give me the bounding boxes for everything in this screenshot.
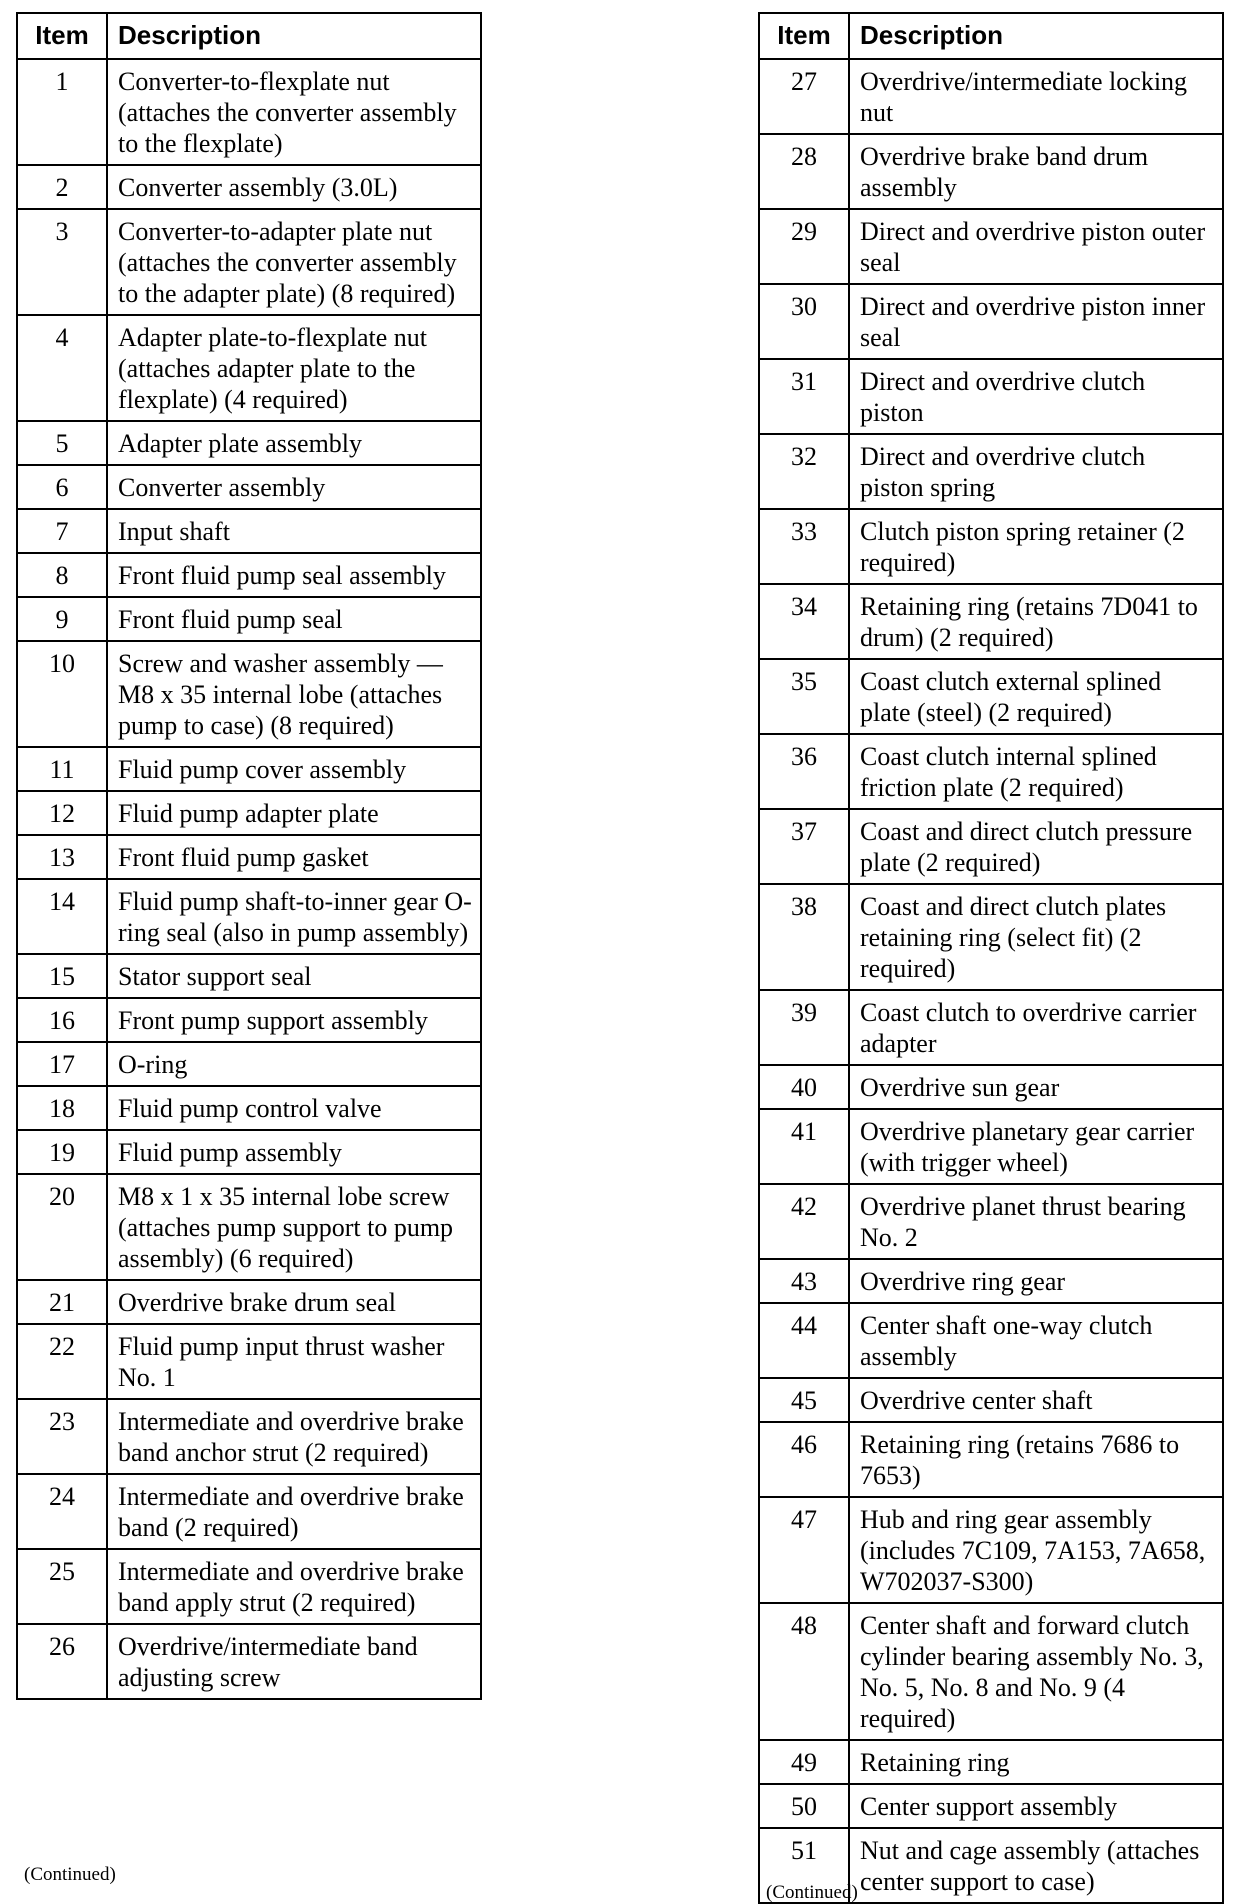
item-number: 12 (17, 791, 107, 835)
item-number: 48 (759, 1603, 849, 1740)
item-description: Overdrive planetary gear carrier (with trigger wheel) (849, 1109, 1223, 1184)
item-number: 37 (759, 809, 849, 884)
table-row (17, 835, 481, 879)
left-parts-table (16, 12, 482, 1700)
item-description: Fluid pump shaft-to-inner gear O-ring seal (also in pump assembly) (107, 879, 481, 954)
item-number: 9 (17, 597, 107, 641)
item-number: 30 (759, 284, 849, 359)
item-description: Screw and washer assembly — M8 x 35 internal lobe (attaches pump to case) (8 required) (107, 641, 481, 747)
item-number: 5 (17, 421, 107, 465)
item-description: Overdrive ring gear (849, 1259, 1223, 1303)
table-row (17, 1399, 481, 1474)
table-row (759, 1497, 1223, 1603)
item-description: Converter-to-adapter plate nut (attaches the converter assembly to the adapter plate) (8 required) (107, 209, 481, 315)
item-number: 35 (759, 659, 849, 734)
item-number: 27 (759, 59, 849, 134)
item-description: Coast clutch internal splined friction plate (2 required) (849, 734, 1223, 809)
right-continued-note: (Continued) (766, 1882, 858, 1903)
item-number: 51 (759, 1828, 849, 1903)
table-row (17, 209, 481, 315)
table-row (17, 641, 481, 747)
header-row (759, 13, 1223, 59)
item-number: 3 (17, 209, 107, 315)
item-number: 44 (759, 1303, 849, 1378)
table-row (17, 1042, 481, 1086)
table-row (759, 734, 1223, 809)
table-row (17, 1474, 481, 1549)
item-description: Front fluid pump seal (107, 597, 481, 641)
item-description: O-ring (107, 1042, 481, 1086)
item-description: Input shaft (107, 509, 481, 553)
item-column-header: Item (17, 13, 107, 59)
description-column-header: Description (107, 13, 481, 59)
item-description: Front fluid pump gasket (107, 835, 481, 879)
item-description: Intermediate and overdrive brake band apply strut (2 required) (107, 1549, 481, 1624)
item-number: 22 (17, 1324, 107, 1399)
item-number: 7 (17, 509, 107, 553)
table-row (17, 1324, 481, 1399)
item-number: 31 (759, 359, 849, 434)
item-number: 49 (759, 1740, 849, 1784)
table-row (759, 1184, 1223, 1259)
item-description: Center shaft and forward clutch cylinder bearing assembly No. 3, No. 5, No. 8 and No. 9 (4 required) (849, 1603, 1223, 1740)
table-row (17, 315, 481, 421)
left-table-body (17, 59, 481, 1699)
right-parts-table (758, 12, 1224, 1904)
table-row (759, 1378, 1223, 1422)
table-row (17, 1130, 481, 1174)
item-number: 8 (17, 553, 107, 597)
item-description: Coast and direct clutch pressure plate (2 required) (849, 809, 1223, 884)
table-row (17, 553, 481, 597)
item-description: Fluid pump assembly (107, 1130, 481, 1174)
table-row (17, 1280, 481, 1324)
item-description: Overdrive brake drum seal (107, 1280, 481, 1324)
item-description: Overdrive brake band drum assembly (849, 134, 1223, 209)
table-row (759, 659, 1223, 734)
item-description: Coast clutch to overdrive carrier adapter (849, 990, 1223, 1065)
item-description: Fluid pump cover assembly (107, 747, 481, 791)
item-number: 1 (17, 59, 107, 165)
table-row (17, 165, 481, 209)
item-description: Nut and cage assembly (attaches center support to case) (849, 1828, 1223, 1903)
table-row (759, 434, 1223, 509)
table-row (759, 809, 1223, 884)
left-continued-note: (Continued) (24, 1864, 116, 1885)
table-row (17, 509, 481, 553)
item-description: Converter assembly (3.0L) (107, 165, 481, 209)
table-row (759, 1603, 1223, 1740)
table-row (759, 1303, 1223, 1378)
item-number: 23 (17, 1399, 107, 1474)
table-row (759, 1065, 1223, 1109)
item-number: 10 (17, 641, 107, 747)
table-row (17, 1624, 481, 1699)
item-number: 16 (17, 998, 107, 1042)
table-row (759, 59, 1223, 134)
item-number: 41 (759, 1109, 849, 1184)
item-number: 50 (759, 1784, 849, 1828)
item-description: Adapter plate assembly (107, 421, 481, 465)
table-row (17, 1549, 481, 1624)
item-description: Direct and overdrive piston inner seal (849, 284, 1223, 359)
item-description: Fluid pump input thrust washer No. 1 (107, 1324, 481, 1399)
table-row (759, 209, 1223, 284)
item-number: 18 (17, 1086, 107, 1130)
item-number: 29 (759, 209, 849, 284)
item-description: Retaining ring (retains 7D041 to drum) (2 required) (849, 584, 1223, 659)
table-row (759, 990, 1223, 1065)
table-row (17, 747, 481, 791)
item-number: 13 (17, 835, 107, 879)
item-number: 24 (17, 1474, 107, 1549)
item-number: 45 (759, 1378, 849, 1422)
item-number: 46 (759, 1422, 849, 1497)
item-description: Converter assembly (107, 465, 481, 509)
item-number: 11 (17, 747, 107, 791)
table-row (759, 509, 1223, 584)
item-description: Front fluid pump seal assembly (107, 553, 481, 597)
item-number: 39 (759, 990, 849, 1065)
description-column-header: Description (849, 13, 1223, 59)
item-number: 25 (17, 1549, 107, 1624)
table-row (759, 1784, 1223, 1828)
item-number: 36 (759, 734, 849, 809)
item-description: Clutch piston spring retainer (2 required) (849, 509, 1223, 584)
item-description: Direct and overdrive clutch piston (849, 359, 1223, 434)
item-number: 47 (759, 1497, 849, 1603)
table-row (17, 879, 481, 954)
table-row (759, 1422, 1223, 1497)
item-column-header: Item (759, 13, 849, 59)
item-description: M8 x 1 x 35 internal lobe screw (attaches pump support to pump assembly) (6 required) (107, 1174, 481, 1280)
table-row (759, 1109, 1223, 1184)
item-description: Stator support seal (107, 954, 481, 998)
table-row (17, 1086, 481, 1130)
item-description: Adapter plate-to-flexplate nut (attaches adapter plate to the flexplate) (4 required) (107, 315, 481, 421)
item-number: 40 (759, 1065, 849, 1109)
item-number: 26 (17, 1624, 107, 1699)
item-description: Converter-to-flexplate nut (attaches the converter assembly to the flexplate) (107, 59, 481, 165)
item-number: 17 (17, 1042, 107, 1086)
item-description: Coast and direct clutch plates retaining ring (select fit) (2 required) (849, 884, 1223, 990)
right-table-body (759, 59, 1223, 1903)
item-number: 2 (17, 165, 107, 209)
table-row (759, 1740, 1223, 1784)
item-description: Direct and overdrive piston outer seal (849, 209, 1223, 284)
item-description: Overdrive sun gear (849, 1065, 1223, 1109)
item-description: Direct and overdrive clutch piston spring (849, 434, 1223, 509)
table-row (759, 359, 1223, 434)
item-description: Retaining ring (retains 7686 to 7653) (849, 1422, 1223, 1497)
table-row (17, 954, 481, 998)
header-row (17, 13, 481, 59)
item-description: Retaining ring (849, 1740, 1223, 1784)
right-parts-table-container (758, 12, 1224, 1904)
item-number: 42 (759, 1184, 849, 1259)
item-number: 21 (17, 1280, 107, 1324)
item-description: Fluid pump adapter plate (107, 791, 481, 835)
item-description: Hub and ring gear assembly (includes 7C109, 7A153, 7A658, W702037-S300) (849, 1497, 1223, 1603)
table-row (759, 884, 1223, 990)
table-row (17, 597, 481, 641)
item-number: 38 (759, 884, 849, 990)
item-description: Coast clutch external splined plate (steel) (2 required) (849, 659, 1223, 734)
item-description: Intermediate and overdrive brake band anchor strut (2 required) (107, 1399, 481, 1474)
item-number: 33 (759, 509, 849, 584)
item-number: 6 (17, 465, 107, 509)
left-parts-table-container (16, 12, 482, 1700)
item-description: Fluid pump control valve (107, 1086, 481, 1130)
table-row (17, 421, 481, 465)
table-row (17, 998, 481, 1042)
table-row (17, 1174, 481, 1280)
item-description: Overdrive/intermediate band adjusting screw (107, 1624, 481, 1699)
item-number: 4 (17, 315, 107, 421)
item-description: Intermediate and overdrive brake band (2 required) (107, 1474, 481, 1549)
item-number: 34 (759, 584, 849, 659)
table-row (759, 1259, 1223, 1303)
table-row (759, 284, 1223, 359)
item-number: 28 (759, 134, 849, 209)
table-row (759, 134, 1223, 209)
item-description: Overdrive/intermediate locking nut (849, 59, 1223, 134)
item-description: Overdrive center shaft (849, 1378, 1223, 1422)
item-number: 14 (17, 879, 107, 954)
table-row (17, 59, 481, 165)
item-number: 20 (17, 1174, 107, 1280)
item-number: 32 (759, 434, 849, 509)
table-row (17, 791, 481, 835)
table-row (17, 465, 481, 509)
item-number: 19 (17, 1130, 107, 1174)
item-description: Center shaft one-way clutch assembly (849, 1303, 1223, 1378)
item-description: Front pump support assembly (107, 998, 481, 1042)
item-description: Overdrive planet thrust bearing No. 2 (849, 1184, 1223, 1259)
item-number: 43 (759, 1259, 849, 1303)
item-number: 15 (17, 954, 107, 998)
table-row (759, 584, 1223, 659)
item-description: Center support assembly (849, 1784, 1223, 1828)
